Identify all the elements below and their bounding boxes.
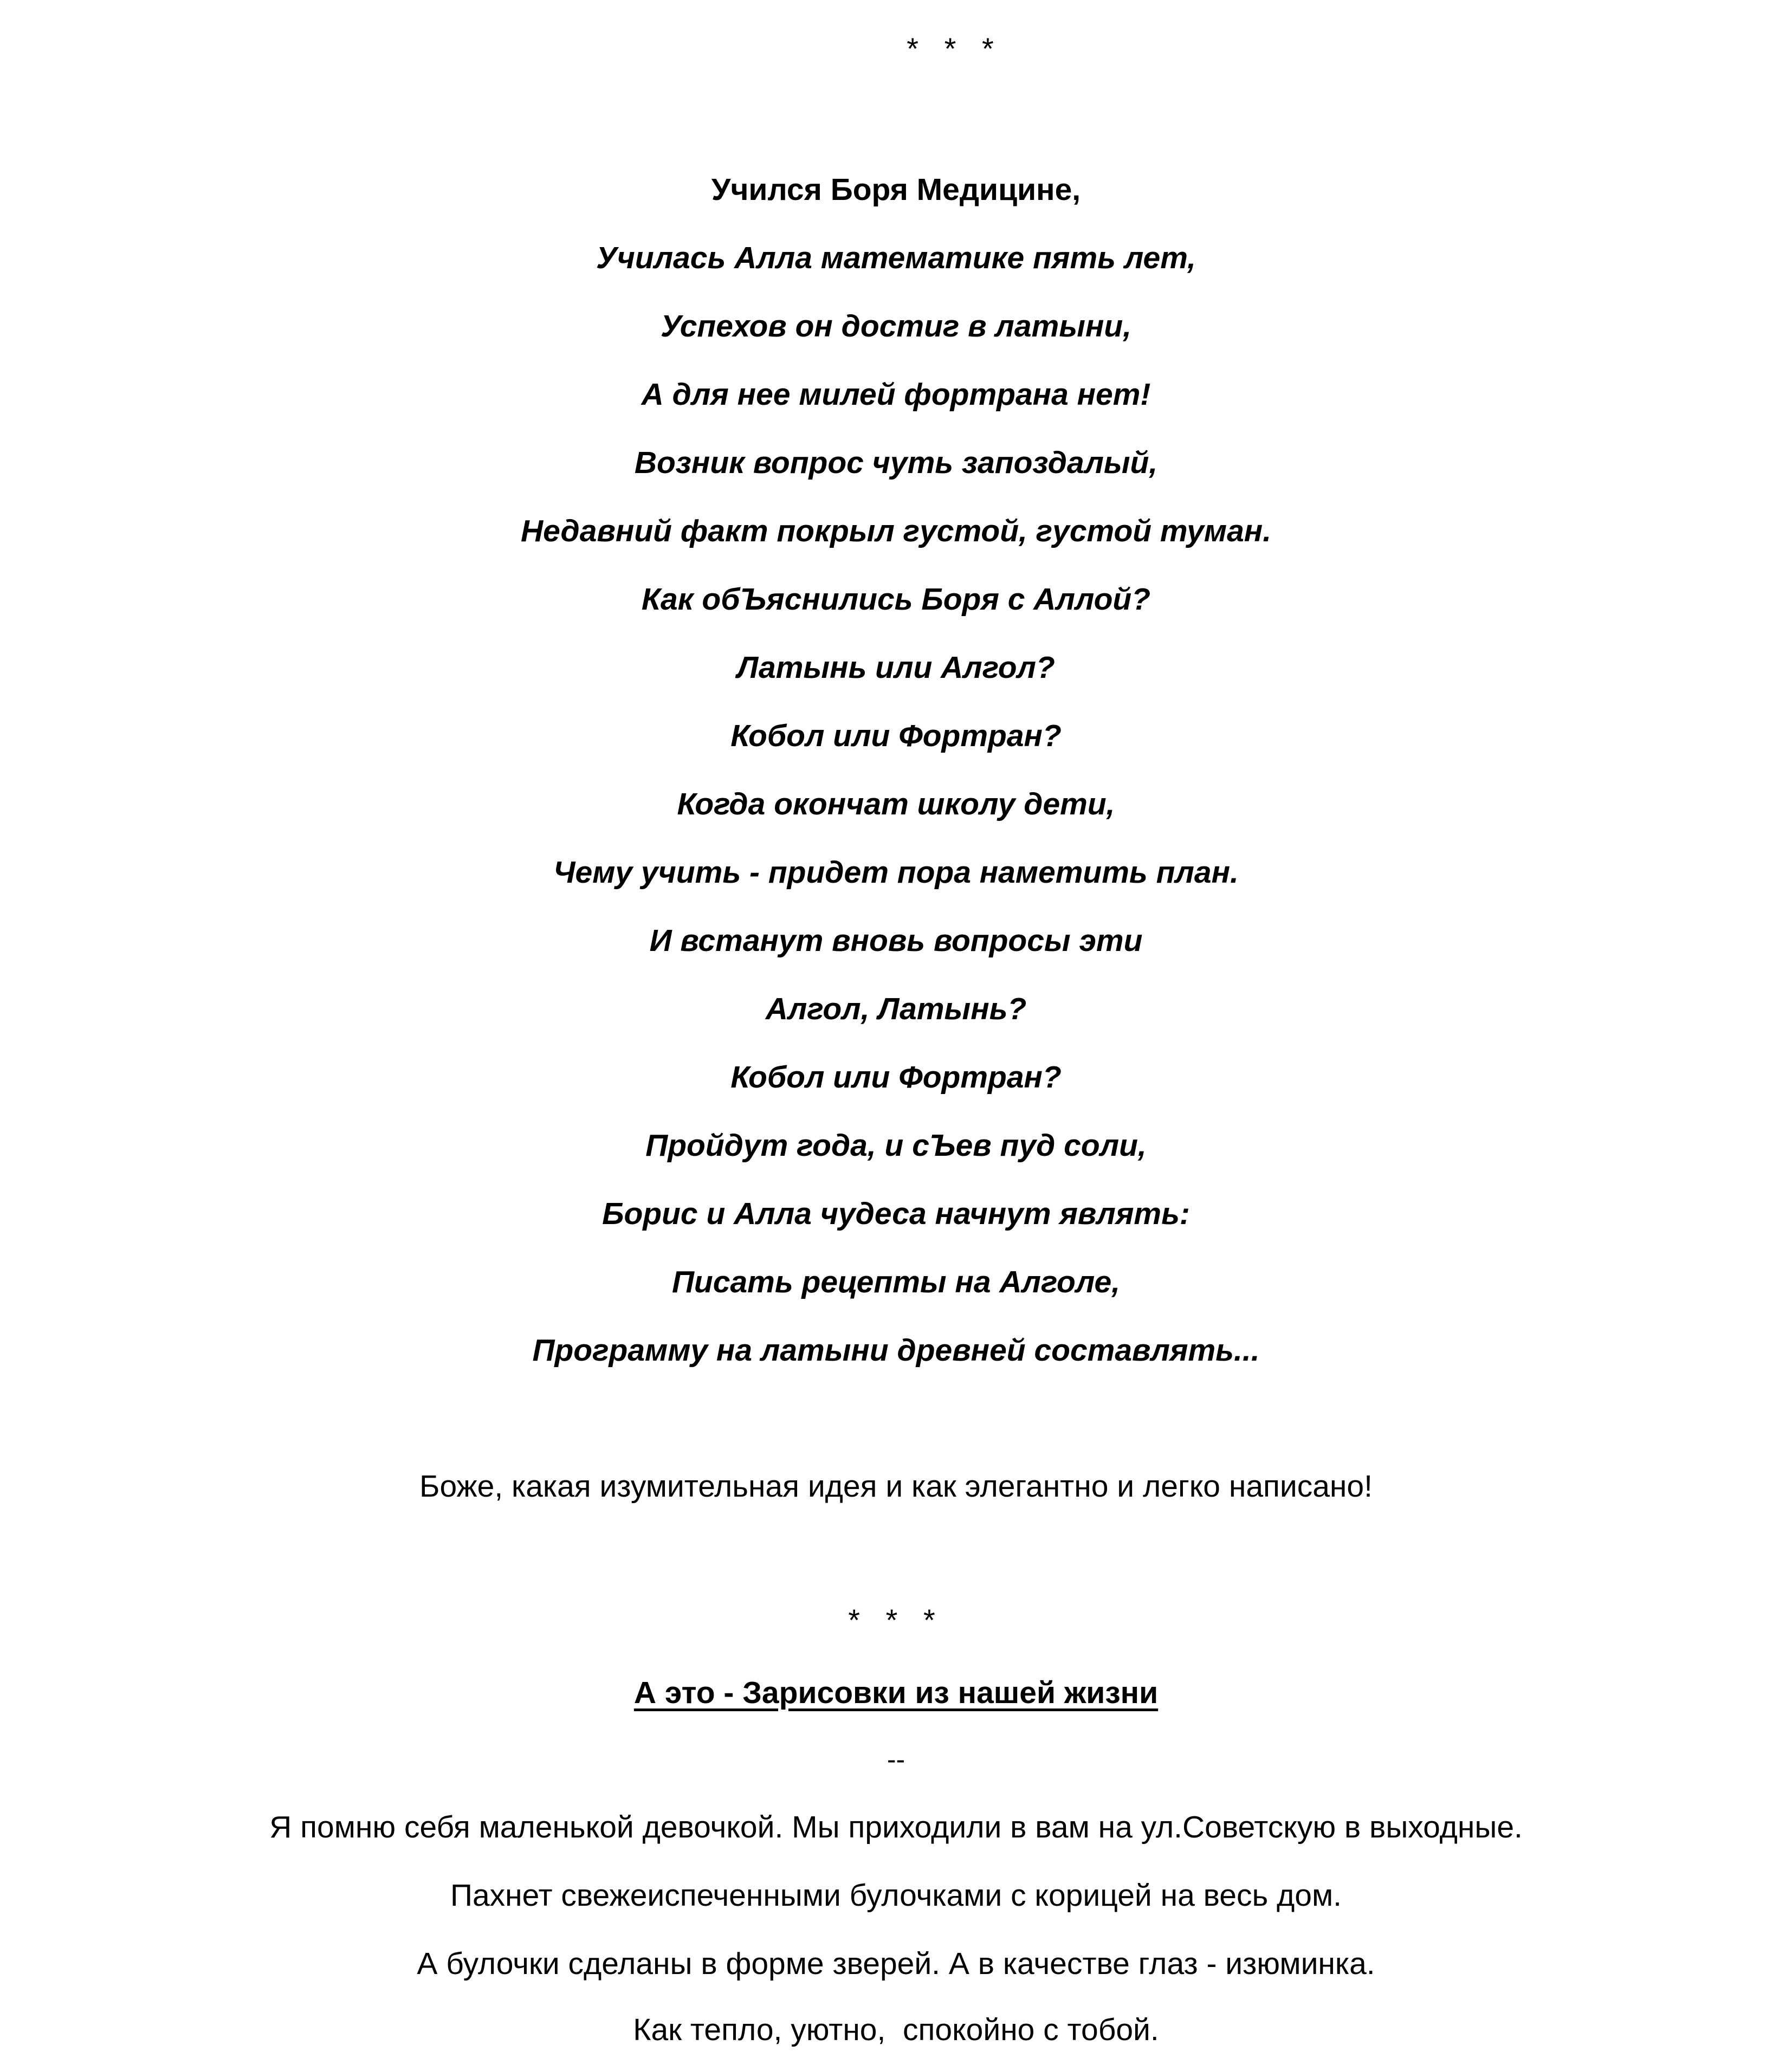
- poem-line-3: Успехов он достиг в латыни,: [660, 309, 1132, 344]
- poem-line-7: Как обЪяснились Боря с Аллой?: [641, 582, 1151, 617]
- memory-line-2: Пахнет свежеиспеченными булочками с корицей на весь дом.: [450, 1878, 1342, 1913]
- poem-line-9: Кобол или Фортран?: [730, 719, 1062, 753]
- poem-line-15: Пройдут года, и сЪев пуд соли,: [645, 1128, 1147, 1163]
- comment-text: Боже, какая изумительная идея и как элегантно и легко написано!: [419, 1469, 1373, 1504]
- poem-line-13: Алгол, Латынь?: [765, 992, 1027, 1026]
- poem-line-5: Возник вопрос чуть запоздалый,: [634, 445, 1158, 480]
- poem-line-2: Училась Алла математике пять лет,: [596, 241, 1196, 275]
- poem-line-14: Кобол или Фортран?: [730, 1060, 1062, 1095]
- poem-line-1: Учился Боря Медицине,: [711, 172, 1081, 207]
- memory-line-1: Я помню себя маленькой девочкой. Мы приходили в вам на ул.Советскую в выходные.: [269, 1810, 1523, 1845]
- memory-line-3: А булочки сделаны в форме зверей. А в качестве глаз - изюминка.: [417, 1946, 1375, 1981]
- poem-line-16: Борис и Алла чудеса начнут являть:: [602, 1196, 1190, 1231]
- poem-line-18: Программу на латыни древней составлять...: [532, 1333, 1260, 1368]
- poem-line-8: Латынь или Алгол?: [737, 650, 1055, 685]
- poem-line-11: Чему учить - придет пора наметить план.: [553, 855, 1239, 890]
- poem-line-17: Писать рецепты на Алголе,: [671, 1265, 1121, 1299]
- poem-line-12: И встанут вновь вопросы эти: [649, 923, 1143, 958]
- poem-line-10: Когда окончат школу дети,: [677, 787, 1115, 821]
- section-heading: А это - Зарисовки из нашей жизни: [633, 1675, 1159, 1710]
- poem-line-4: А для нее милей фортрана нет!: [641, 377, 1151, 412]
- memory-line-4: Как тепло, уютно, спокойно с тобой.: [633, 2012, 1159, 2047]
- dash-separator: --: [887, 1744, 905, 1775]
- poem-line-6: Недавний факт покрыл густой, густой туман.: [520, 514, 1272, 548]
- separator-top: * * *: [907, 31, 1002, 66]
- separator-middle: * * *: [848, 1603, 944, 1637]
